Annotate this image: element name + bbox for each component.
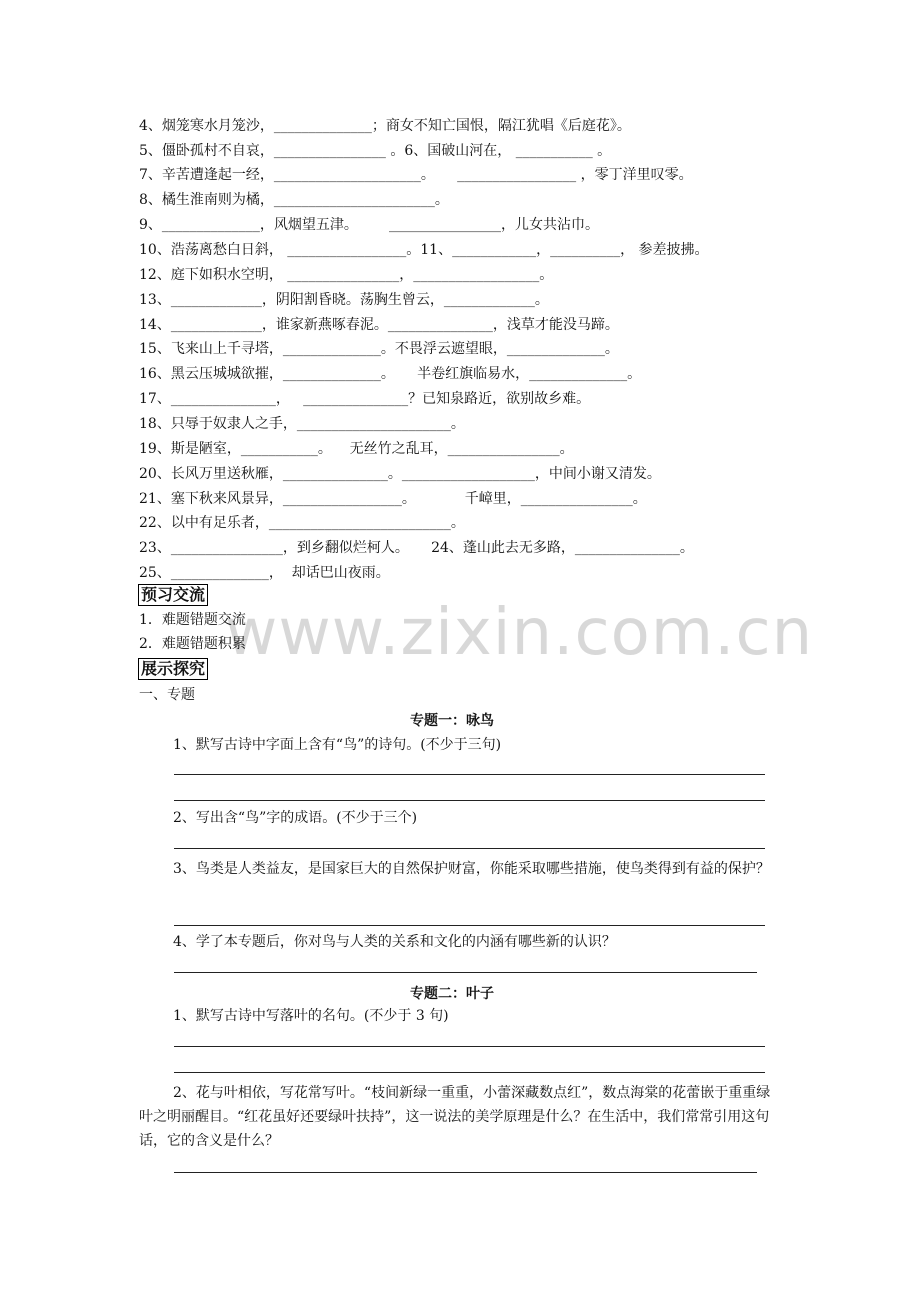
fill-line-14: 14、_____________，谁家新燕啄春泥。_______________，浅草才能没马蹄。	[139, 317, 619, 333]
topic1-title: 专题一：咏鸟	[410, 713, 494, 729]
explore-subtitle: 一、专题	[139, 687, 195, 703]
fill-line-13: 13、_____________，阴阳割昏晓。荡胸生曾云，_____________。	[139, 292, 549, 308]
fill-line-5: 5、僵卧孤村不自哀，________________ 。6、国破山河在， ___________ 。	[139, 143, 612, 159]
fill-line-25: 25、______________， 却话巴山夜雨。	[139, 565, 390, 581]
fill-line-20: 20、长风万里送秋雁，_______________。___________________，中间小谢又清发。	[139, 466, 661, 482]
preview-item-2: 2．难题错题积累	[139, 636, 246, 652]
topic1-q2: 2、写出含“鸟”字的成语。(不少于三个)	[173, 810, 418, 826]
answer-line[interactable]	[174, 1172, 757, 1173]
fill-line-16: 16、黑云压城城欲摧，______________。 半卷红旗临易水，______________。	[139, 366, 642, 382]
fill-line-18: 18、只辱于奴隶人之手，______________________。	[139, 416, 465, 432]
fill-line-19: 19、斯是陋室，___________。 无丝竹之乱耳，________________。	[139, 441, 574, 457]
topic1-q4: 4、学了本专题后，你对鸟与人类的关系和文化的内涵有哪些新的认识？	[173, 934, 616, 950]
answer-line[interactable]	[174, 925, 765, 926]
answer-line[interactable]	[174, 1072, 765, 1073]
section-preview-title: 预习交流	[138, 584, 208, 606]
fill-line-17: 17、_______________， _______________？已知泉路近，欲别故乡难。	[139, 391, 591, 407]
fill-line-10: 10、浩荡离愁白日斜， _________________。11、____________，__________， 参差披拂。	[139, 242, 709, 258]
answer-line[interactable]	[174, 1046, 765, 1047]
answer-line[interactable]	[174, 972, 757, 973]
topic1-q3: 3、鸟类是人类益友，是国家巨大的自然保护财富，你能采取哪些措施，使鸟类得到有益的保护？	[173, 861, 770, 877]
watermark-text: www.zixin.com.cn	[225, 596, 814, 670]
topic1-q1: 1、默写古诗中字面上含有“鸟”的诗句。(不少于三句)	[173, 737, 502, 753]
fill-line-9: 9、______________，风烟望五津。 ________________，儿女共沾巾。	[139, 217, 600, 233]
answer-line[interactable]	[174, 774, 765, 775]
preview-item-1: 1．难题错题交流	[139, 612, 246, 628]
answer-line[interactable]	[174, 800, 765, 801]
fill-line-21: 21、塞下秋来风景异，_________________。 千嶂里，________________。	[139, 491, 647, 507]
topic2-title: 专题二：叶子	[410, 986, 494, 1002]
answer-line[interactable]	[174, 848, 765, 849]
fill-line-4: 4、烟笼寒水月笼沙，______________；商女不知亡国恨，隔江犹唱《后庭花》。	[139, 118, 631, 134]
fill-line-8: 8、橘生淮南则为橘，_______________________。	[139, 192, 449, 208]
fill-line-15: 15、飞来山上千寻塔，______________。不畏浮云遮望眼，______________。	[139, 341, 619, 357]
fill-line-12: 12、庭下如积水空明， ________________，__________________。	[139, 267, 554, 283]
fill-line-23: 23、________________，到乡翻似烂柯人。 24、蓬山此去无多路，_______________。	[139, 540, 694, 556]
fill-line-7: 7、辛苦遭逢起一经，_____________________。 _________________ ，零丁洋里叹零。	[139, 167, 693, 183]
topic2-q1: 1、默写古诗中写落叶的名句。(不少于 3 句)	[173, 1008, 449, 1024]
topic2-q2: 2、花与叶相依，写花常写叶。“枝间新绿一重重，小蕾深藏数点红”，数点海棠的花蕾嵌于重重绿叶之明丽醒目。“红花虽好还要绿叶扶持”，这一说法的美学原理是什么？在生活中，我们常常引用这句话，它的含义是什么？	[139, 1085, 771, 1149]
fill-line-22: 22、以中有足乐者，__________________________。	[139, 515, 465, 531]
section-explore-title: 展示探究	[138, 658, 208, 680]
